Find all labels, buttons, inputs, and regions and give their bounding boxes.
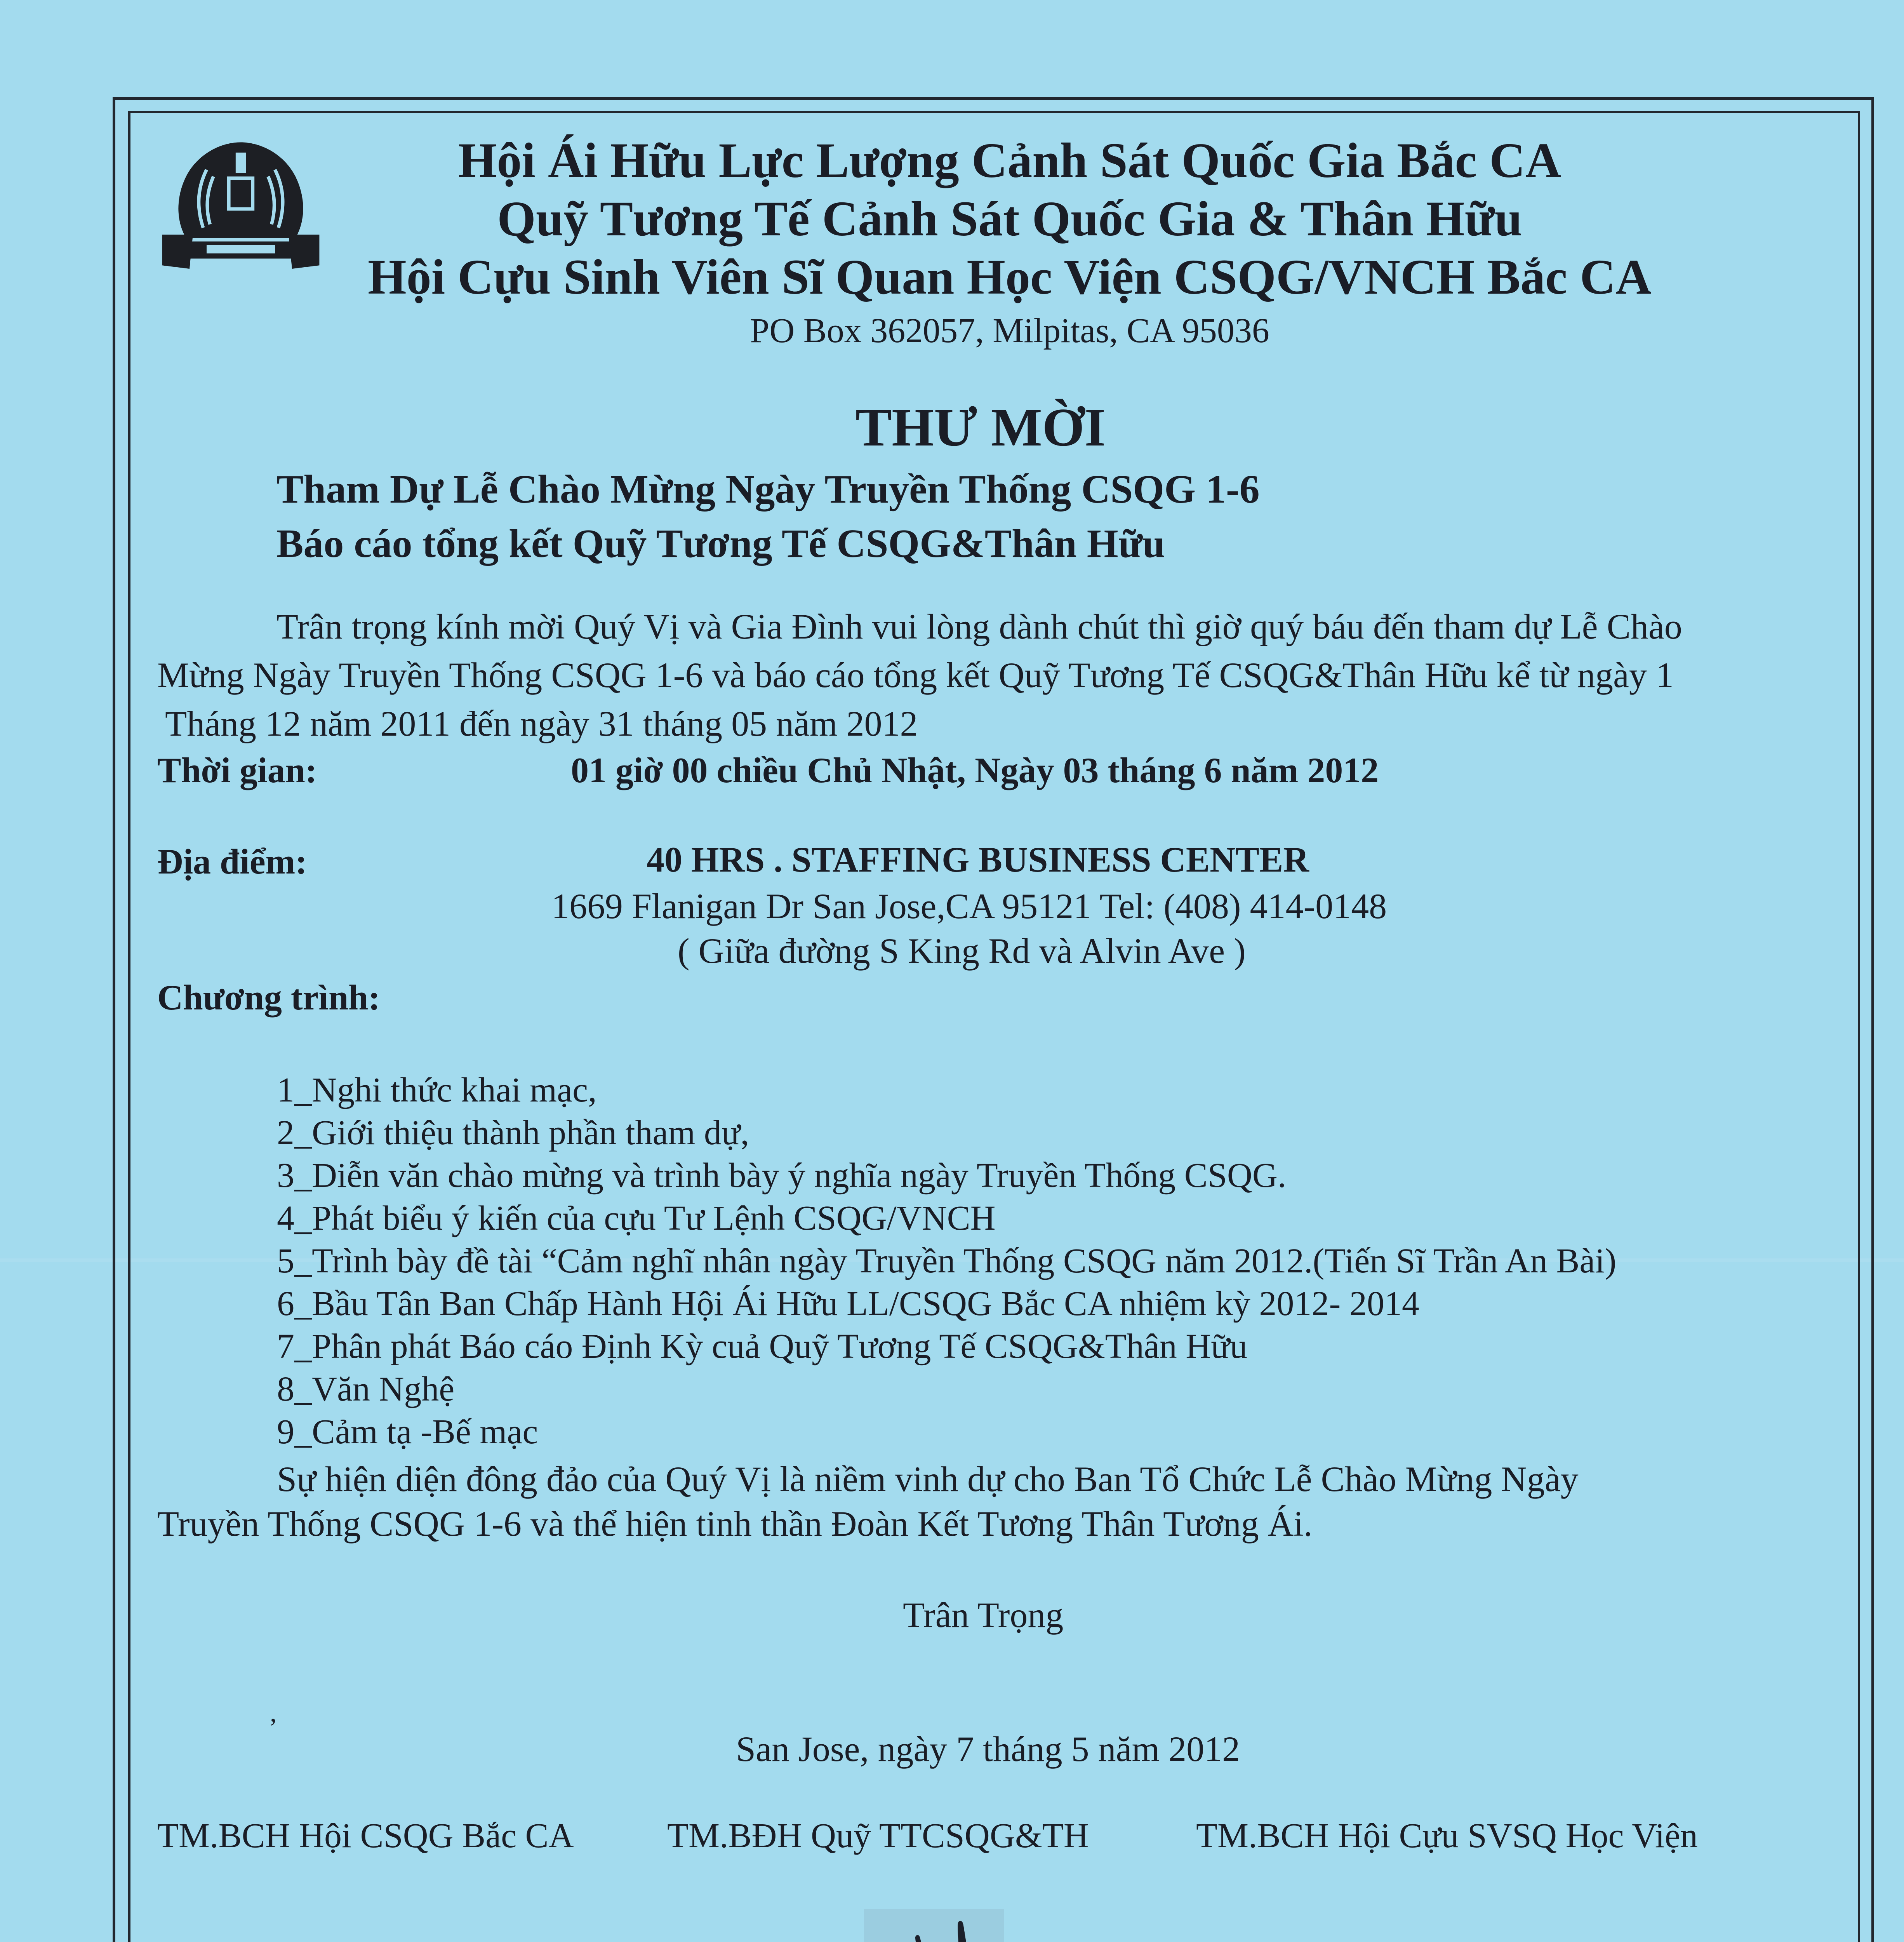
intro-line-1: Trân trọng kính mời Quý Vị và Gia Đình vui lòng dành chút thì giờ quý báu đến tham dự Lễ Chào (276, 607, 1682, 646)
po-box: PO Box 362057, Milpitas, CA 95036 (750, 311, 1269, 350)
inner-border (128, 111, 1860, 1942)
closing-line-2: Truyền Thống CSQG 1-6 và thể hiện tinh thần Đoàn Kết Tương Thân Tương Ái. (157, 1504, 1313, 1544)
location-label: Địa điểm: (157, 842, 307, 881)
time-label: Thời gian: (157, 750, 317, 790)
stray-mark: , (270, 1698, 277, 1728)
program-item: 5_Trình bày đề tài “Cảm nghĩ nhân ngày Truyền Thống CSQG năm 2012.(Tiến Sĩ Trần An Bài) (277, 1242, 1617, 1280)
location-name: 40 HRS . STAFFING BUSINESS CENTER (647, 840, 1309, 879)
subtitle-1: Tham Dự Lễ Chào Mừng Ngày Truyền Thống CSQG 1-6 (276, 467, 1260, 512)
place-date: San Jose, ngày 7 tháng 5 năm 2012 (736, 1729, 1240, 1769)
intro-line-3: Tháng 12 năm 2011 đến ngày 31 tháng 05 năm 2012 (165, 704, 918, 743)
program-item: 1_Nghi thức khai mạc, (277, 1071, 597, 1109)
subtitle-2: Báo cáo tổng kết Quỹ Tương Tế CSQG&Thân Hữu (276, 521, 1165, 566)
org-name-2: Quỹ Tương Tế Cảnh Sát Quốc Gia & Thân Hữu (497, 191, 1522, 246)
program-label: Chương trình: (157, 978, 380, 1017)
program-item: 7_Phân phát Báo cáo Định Kỳ cuả Quỹ Tương Tế CSQG&Thân Hữu (277, 1327, 1247, 1366)
signature-1-icon (229, 1926, 532, 1942)
location-note: ( Giữa đường S King Rd và Alvin Ave ) (678, 931, 1246, 971)
location-address: 1669 Flanigan Dr San Jose,CA 95121 Tel: (408) 414-0148 (551, 886, 1387, 926)
time-value: 01 giờ 00 chiều Chủ Nhật, Ngày 03 tháng 6 năm 2012 (571, 750, 1379, 790)
program-item: 9_Cảm tạ -Bế mạc (277, 1413, 538, 1451)
signatory-org-2: TM.BĐH Quỹ TTCSQG&TH (667, 1817, 1089, 1855)
intro-line-2: Mừng Ngày Truyền Thống CSQG 1-6 và báo cáo tổng kết Quỹ Tương Tế CSQG&Thân Hữu kể từ ngày 1 (157, 655, 1674, 695)
letter-title: THƯ MỜI (855, 397, 1106, 458)
closing-regards: Trân Trọng (903, 1595, 1064, 1635)
program-item: 8_Văn Nghệ (277, 1370, 455, 1408)
signatory-org-1: TM.BCH Hội CSQG Bắc CA (157, 1817, 574, 1855)
program-item: 4_Phát biểu ý kiến của cựu Tư Lệnh CSQG/VNCH (277, 1199, 996, 1237)
program-item: 3_Diễn văn chào mừng và trình bày ý nghĩa ngày Truyền Thống CSQG. (277, 1156, 1287, 1195)
signatory-org-3: TM.BCH Hội Cựu SVSQ Học Viện (1196, 1817, 1698, 1855)
org-name-3: Hội Cựu Sinh Viên Sĩ Quan Học Viện CSQG/VNCH Bắc CA (368, 249, 1652, 305)
program-item: 2_Giới thiệu thành phần tham dự, (277, 1114, 749, 1152)
signature-3-icon (1406, 1936, 1678, 1942)
org-name-1: Hội Ái Hữu Lực Lượng Cảnh Sát Quốc Gia Bắc CA (458, 133, 1561, 188)
signature-2-icon (868, 1917, 1000, 1942)
closing-line-1: Sự hiện diện đông đảo của Quý Vị là niềm vinh dự cho Ban Tổ Chức Lễ Chào Mừng Ngày (277, 1459, 1579, 1499)
program-item: 6_Bầu Tân Ban Chấp Hành Hội Ái Hữu LL/CSQG Bắc CA nhiệm kỳ 2012- 2014 (277, 1284, 1419, 1323)
